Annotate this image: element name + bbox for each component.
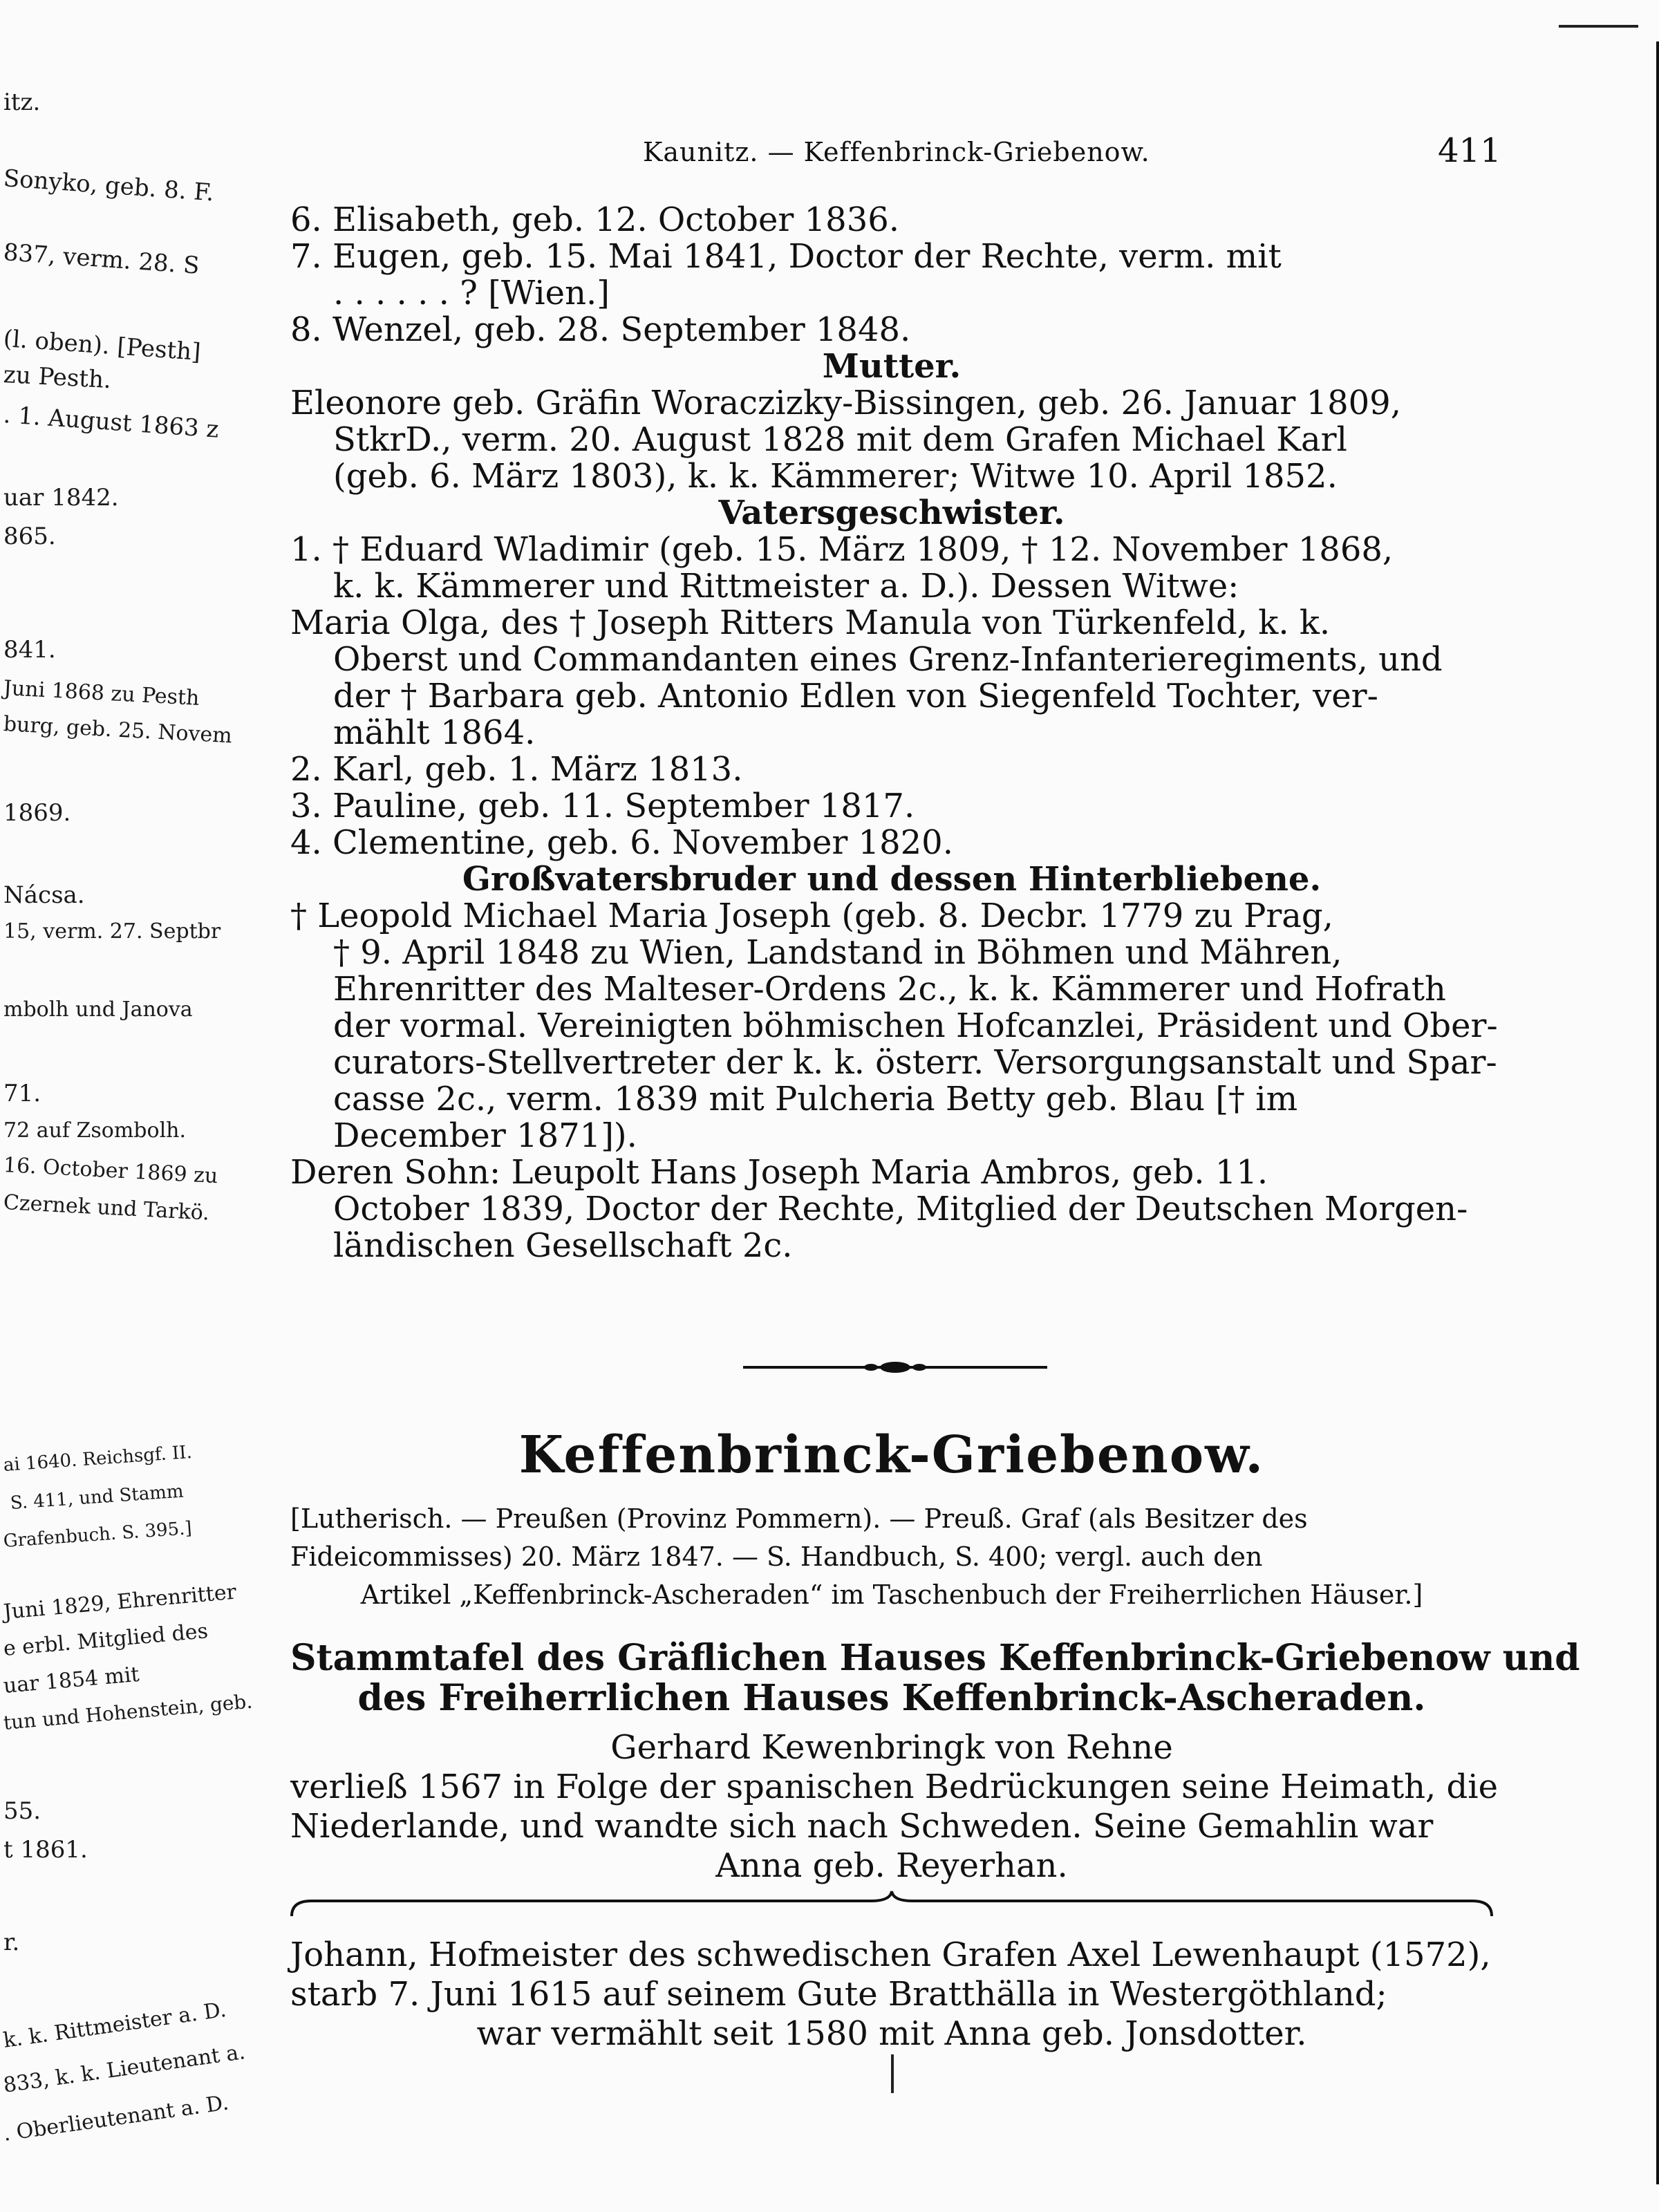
page-edge-line: [1656, 41, 1659, 2184]
fragment-line: mbolh und Janova: [3, 997, 193, 1022]
fragment-line: 841.: [3, 636, 56, 664]
child-entry: 7. Eugen, geb. 15. Mai 1841, Doctor der Rechte, verm. mit: [290, 237, 1282, 276]
fragment-line: 55.: [3, 1797, 41, 1825]
vatersgeschwister-line: 3. Pauline, geb. 11. September 1817.: [290, 787, 915, 825]
fragment-line: 16. October 1869 zu: [3, 1153, 219, 1189]
fragment-line: t 1861.: [3, 1836, 88, 1864]
fragment-line: Grafenbuch. S. 395.]: [2, 1517, 193, 1552]
vatersgeschwister-line: Oberst und Commandanten eines Grenz-Infanterieregiments, und: [333, 640, 1443, 679]
genealogy-stem: [891, 2054, 894, 2093]
johann-line: Johann, Hofmeister des schwedischen Grafen Axel Lewenhaupt (1572),: [290, 1936, 1491, 1974]
grossvatersbruder-line: der vormal. Vereinigten böhmischen Hofcanzlei, Präsident und Ober-: [333, 1006, 1498, 1045]
gerhard-name: Gerhard Kewenbringk von Rehne: [610, 1728, 1173, 1767]
gerhard-line: Niederlande, und wandte sich nach Schweden. Seine Gemahlin war: [290, 1807, 1434, 1846]
mutter-line: StkrD., verm. 20. August 1828 mit dem Grafen Michael Karl: [333, 420, 1347, 459]
vatersgeschwister-line: Maria Olga, des † Joseph Ritters Manula von Türkenfeld, k. k.: [290, 603, 1331, 642]
gerhard-line: Anna geb. Reyerhan.: [715, 1846, 1068, 1885]
genealogy-brace: [290, 1888, 1493, 1923]
running-head: Kaunitz. — Keffenbrinck-Griebenow.: [643, 137, 1150, 167]
stammtafel-line: Stammtafel des Gräflichen Hauses Keffenbrinck-Griebenow und: [290, 1637, 1580, 1679]
vatersgeschwister-line: 2. Karl, geb. 1. März 1813.: [290, 750, 743, 789]
fragment-line: S. 411, und Stamm: [9, 1481, 185, 1514]
fragment-line: 837, verm. 28. S: [2, 238, 200, 280]
kaunitz-section: [290, 200, 1498, 1265]
fragment-line: . 1. August 1863 z: [2, 401, 220, 444]
mutter-line: Eleonore geb. Gräfin Woraczizky-Bissingen, geb. 26. Januar 1809,: [290, 384, 1401, 422]
edge-mark: [1559, 25, 1638, 28]
fragment-line: r.: [3, 1929, 20, 1956]
grossvatersbruder-line: curators-Stellvertreter der k. k. österr. Versorgungsanstalt und Spar-: [333, 1043, 1497, 1082]
gerhard-entry: [290, 1728, 1499, 1886]
fragment-line: Nácsa.: [3, 881, 85, 909]
grossvatersbruder-line: Deren Sohn: Leupolt Hans Joseph Maria Ambros, geb. 11.: [290, 1153, 1268, 1192]
note-line: Artikel „Keffenbrinck-Ascheraden“ im Taschenbuch der Freiherrlichen Häuser.]: [360, 1580, 1423, 1610]
fragment-line: Juni 1829, Ehrenritter: [2, 1580, 238, 1624]
fragment-line: tun und Hohenstein, geb.: [2, 1689, 254, 1734]
grossvatersbruder-line: October 1839, Doctor der Rechte, Mitglied der Deutschen Morgen-: [333, 1190, 1468, 1228]
vatersgeschwister-line: 4. Clementine, geb. 6. November 1820.: [290, 823, 953, 862]
johann-entry: [290, 1936, 1493, 2054]
adjacent-page-fragment: [0, 0, 254, 2212]
grossvatersbruder-heading: Großvatersbruder und dessen Hinterbliebene.: [462, 860, 1322, 899]
grossvatersbruder-line: Ehrenritter des Malteser-Ordens 2c., k. k. Kämmerer und Hofrath: [333, 970, 1446, 1009]
section-note: [290, 1500, 1493, 1614]
grossvatersbruder-line: ländischen Gesellschaft 2c.: [333, 1226, 793, 1265]
grossvatersbruder-line: December 1871]).: [333, 1116, 637, 1155]
fragment-line: zu Pesth.: [2, 361, 112, 395]
mutter-line: (geb. 6. März 1803), k. k. Kämmerer; Witwe 10. April 1852.: [333, 457, 1338, 496]
fragment-line: e erbl. Mitglied des: [2, 1619, 209, 1661]
fragment-line: Juni 1868 zu Pesth: [3, 676, 200, 711]
note-line: Fideicommisses) 20. März 1847. — S. Handbuch, S. 400; vergl. auch den: [290, 1541, 1263, 1572]
page-number: 411: [1438, 131, 1501, 170]
fragment-line: 865.: [3, 523, 56, 550]
johann-line: starb 7. Juni 1615 auf seinem Gute Bratthälla in Westergöthland;: [290, 1975, 1387, 2014]
stammtafel-heading: [290, 1637, 1580, 1719]
child-entry: 6. Elisabeth, geb. 12. October 1836.: [290, 200, 900, 239]
vatersgeschwister-line: k. k. Kämmerer und Rittmeister a. D.). Dessen Witwe:: [333, 567, 1239, 606]
stammtafel-line: des Freiherrlichen Hauses Keffenbrinck-Ascheraden.: [357, 1677, 1426, 1719]
ornamental-divider: [743, 1360, 1047, 1374]
johann-line: war vermählt seit 1580 mit Anna geb. Jonsdotter.: [476, 2014, 1307, 2053]
child-entry: 8. Wenzel, geb. 28. September 1848.: [290, 310, 911, 349]
fragment-line: . Oberlieutenant a. D.: [1, 2090, 230, 2146]
grossvatersbruder-line: casse 2c., verm. 1839 mit Pulcheria Betty geb. Blau [† im: [333, 1080, 1298, 1118]
fragment-line: k. k. Rittmeister a. D.: [1, 1997, 228, 2053]
fragment-line: uar 1842.: [3, 484, 119, 512]
grossvatersbruder-line: † Leopold Michael Maria Joseph (geb. 8. Decbr. 1779 zu Prag,: [290, 897, 1333, 935]
fragment-line: burg, geb. 25. Novem: [3, 712, 233, 749]
section-title: Keffenbrinck-Griebenow.: [518, 1425, 1265, 1485]
vatersgeschwister-line: 1. † Eduard Wladimir (geb. 15. März 1809, † 12. November 1868,: [290, 530, 1394, 569]
vatersgeschwister-line: der † Barbara geb. Antonio Edlen von Siegenfeld Tochter, ver-: [333, 677, 1378, 715]
grossvatersbruder-line: † 9. April 1848 zu Wien, Landstand in Böhmen und Mähren,: [333, 933, 1342, 972]
fragment-line: itz.: [3, 88, 41, 116]
fragment-line: 1869.: [3, 799, 71, 827]
fragment-line: uar 1854 mit: [2, 1662, 140, 1698]
fragment-line: 15, verm. 27. Septbr: [3, 919, 221, 944]
fragment-line: 72 auf Zsombolh.: [3, 1118, 187, 1143]
note-line: [Lutherisch. — Preußen (Provinz Pommern). — Preuß. Graf (als Besitzer des: [290, 1503, 1308, 1534]
vatersgeschwister-line: mählt 1864.: [333, 713, 536, 752]
vatersgeschwister-heading: Vatersgeschwister.: [718, 494, 1065, 532]
fragment-line: Czernek und Tarkö.: [3, 1190, 210, 1226]
fragment-line: 71.: [3, 1080, 41, 1107]
mutter-heading: Mutter.: [822, 347, 962, 386]
child-entry-continuation: . . . . . . ? [Wien.]: [333, 274, 610, 312]
fragment-line: Sonyko, geb. 8. F.: [2, 165, 215, 207]
fragment-line: ai 1640. Reichsgf. II.: [2, 1441, 193, 1476]
fragment-line: (l. oben). [Pesth]: [2, 325, 202, 366]
fragment-line: 833, k. k. Lieutenant a.: [1, 2040, 247, 2098]
gerhard-line: verließ 1567 in Folge der spanischen Bedrückungen seine Heimath, die: [290, 1768, 1499, 1806]
